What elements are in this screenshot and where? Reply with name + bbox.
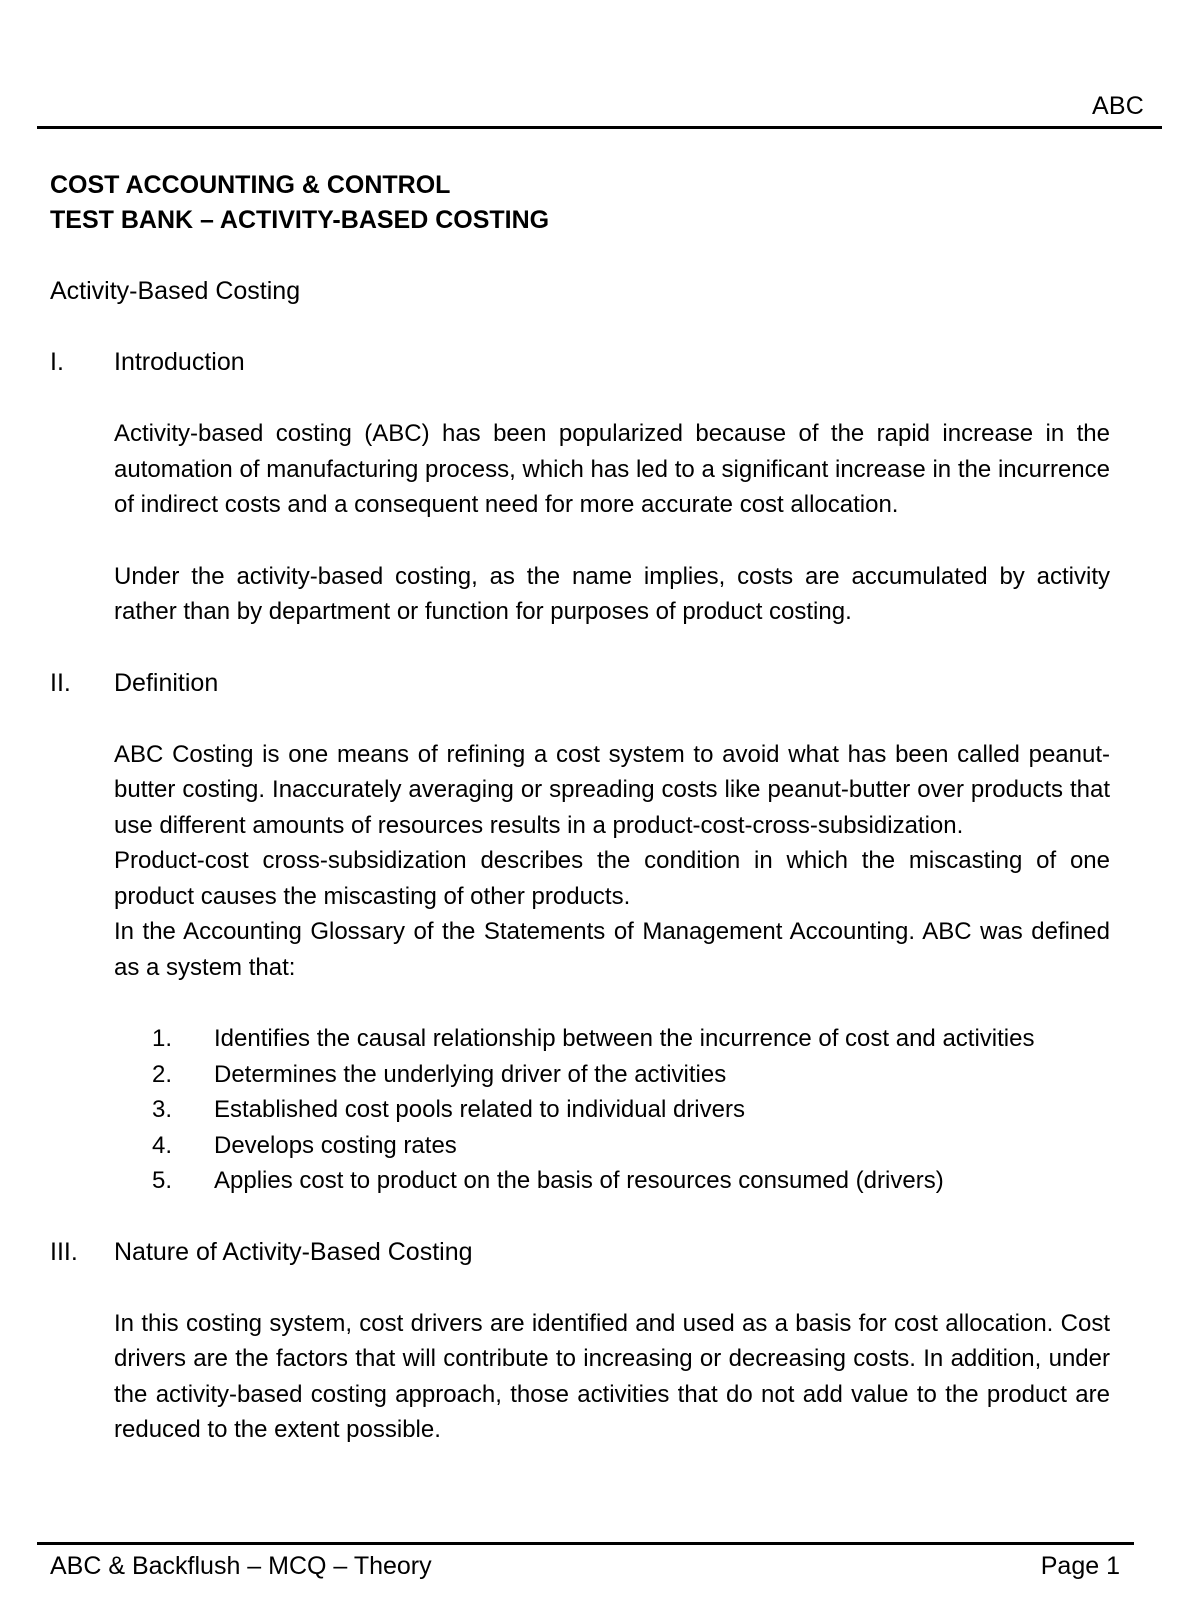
running-head: ABC [1091, 92, 1144, 120]
section-body [114, 737, 1110, 1199]
list-text: Identifies the causal relationship between the incurrence of cost and activities [214, 1025, 1035, 1052]
paragraph: In this costing system, cost drivers are identified and used as a basis for cost allocation. Cost drivers are the factors that will contribute to increasing or decreasing costs. In addition, under the activity-based costing approach, those activities that do not add value to the product are reduced to the extent possible. [114, 1309, 1110, 1443]
list-item [114, 1021, 1110, 1057]
document-subtitle: Activity-Based Costing [50, 277, 301, 305]
footer-document-name: ABC & Backflush – MCQ – Theory [50, 1552, 432, 1580]
section-introduction [50, 345, 1110, 630]
definition-list [114, 1021, 1110, 1199]
section-title: Nature of Activity-Based Costing [114, 1237, 473, 1266]
section-heading [50, 666, 1110, 701]
page-content [50, 168, 1110, 1448]
section-number: III. [50, 1237, 78, 1266]
section-heading [50, 345, 1110, 380]
paragraph: Under the activity-based costing, as the name implies, costs are accumulated by activity rather than by department or function for purposes of product costing. [114, 562, 1110, 625]
list-item [114, 1057, 1110, 1093]
section-definition [50, 666, 1110, 1199]
list-text: Applies cost to product on the basis of resources consumed (drivers) [214, 1167, 944, 1194]
header-rule [37, 126, 1162, 129]
list-number: 4. [152, 1131, 173, 1159]
section-number: II. [50, 668, 71, 697]
page-number: Page 1 [1040, 1552, 1120, 1580]
list-number: 3. [152, 1096, 173, 1123]
section-number: I. [50, 348, 64, 376]
list-text: Develops costing rates [214, 1131, 457, 1159]
section-nature [50, 1235, 1110, 1448]
section-title: Introduction [114, 348, 245, 376]
section-title: Definition [114, 668, 219, 697]
list-number: 5. [152, 1167, 173, 1194]
list-text: Established cost pools related to individual drivers [214, 1096, 745, 1123]
paragraph: Product-cost cross-subsidization describes the condition in which the miscasting of one product causes the miscasting of other products. [114, 847, 1110, 910]
paragraph: ABC Costing is one means of refining a cost system to avoid what has been called peanut-butter costing. Inaccurately averaging or spreading costs like peanut-butter over products that use different amounts of resources results in a product-cost-cross-subsidization. [114, 740, 1110, 839]
list-text: Determines the underlying driver of the activities [214, 1060, 727, 1088]
list-item [114, 1163, 1110, 1199]
paragraph: Activity-based costing (ABC) has been popularized because of the rapid increase in the automation of manufacturing process, which has led to a significant increase in the incurrence of indirect costs and a consequent need for more accurate cost allocation. [114, 420, 1110, 518]
paragraph: In the Accounting Glossary of the Statements of Management Accounting. ABC was defined as a system that: [114, 918, 1110, 981]
list-item [114, 1092, 1110, 1128]
document-title-line2: TEST BANK – ACTIVITY-BASED COSTING [50, 206, 550, 234]
list-number: 1. [152, 1025, 173, 1052]
section-body [114, 1306, 1110, 1448]
footer-rule [37, 1542, 1134, 1545]
section-heading [50, 1235, 1110, 1270]
section-body [114, 416, 1110, 630]
list-item [114, 1128, 1110, 1164]
document-title-line1: COST ACCOUNTING & CONTROL [50, 171, 451, 199]
list-number: 2. [152, 1060, 173, 1088]
